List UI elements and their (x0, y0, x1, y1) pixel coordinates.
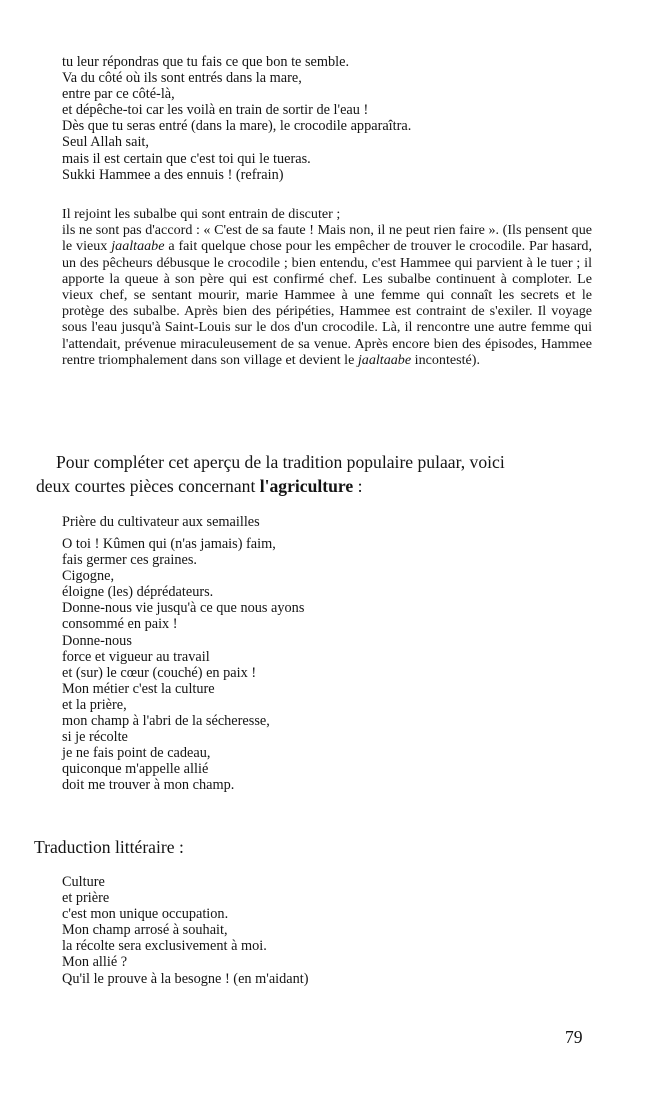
verse-line: mon champ à l'abri de la sécheresse, (62, 713, 270, 730)
verse-line: si je récolte (62, 729, 128, 746)
summary-first-line: Il rejoint les subalbe qui sont entrain de discuter ; (62, 206, 341, 222)
intro-line (36, 474, 592, 498)
verse-line: tu leur répondras que tu fais ce que bon te semble. (62, 54, 350, 70)
bold-term: l'agriculture (259, 476, 354, 496)
page-number: 79 (565, 1027, 583, 1047)
verse-line: Culture (62, 874, 105, 890)
poem-title: Prière du cultivateur aux semailles (62, 514, 260, 530)
verse-line: Mon métier c'est la culture (62, 680, 215, 697)
verse-line: c'est mon unique occupation. (62, 906, 229, 923)
verse-line: Qu'il le prouve à la besogne ! (en m'aidant) (62, 970, 309, 987)
verse-line: Cigogne, (62, 568, 115, 585)
prayer-verse (62, 536, 304, 794)
verse-line: je ne fais point de cadeau, (62, 745, 211, 762)
translation-verse (62, 874, 309, 987)
intro-paragraph (36, 450, 592, 498)
summary-paragraph (62, 222, 592, 368)
verse-line: et dépêche-toi car les voilà en train de sortir de l'eau ! (62, 102, 369, 119)
italic-term: jaaltaabe (357, 351, 412, 368)
verse-line: Mon champ arrosé à souhait, (62, 922, 228, 939)
story-summary (62, 206, 592, 368)
verse-line: Seul Allah sait, (62, 134, 149, 151)
verse-line: doit me trouver à mon champ. (62, 777, 235, 794)
verse-line: Mon allié ? (62, 954, 128, 971)
verse-line: Donne-nous (62, 632, 132, 649)
summary-text: a fait quelque chose pour les empêcher de trouver le crocodile. Par hasard, un des pêcheurs débusque le crocodile ; bien entendu, c'est Hammee qui parvient à le tuer ; il apporte la queue à son père qui est confirmé chef. Les subalbe continuent à comploter. Le vieux chef, se sentant mourir, marie Hammee à une femme qui connaît les secrets et le protège des subalbe. Après bien des péripéties, Hammee est contraint de s'exiler. Il voyage sous l'eau jusqu'à Saint-Louis sur le dos d'un crocodile. Là, il rencontre une autre femme qui l'attendait, prévenue miraculeusement de sa venue. Après encore bien des épisodes, Hammee rentre triomphalement dans son village et devient le (62, 238, 593, 368)
summary-text: ils ne sont pas d'accord : « C'est de sa faute ! Mais non, il ne peut rien faire ». (Ils pensent que le vieux (62, 222, 592, 255)
verse-line: et prière (62, 890, 110, 907)
verse-line: mais il est certain que c'est toi qui le tueras. (62, 150, 311, 167)
intro-text: deux courtes pièces concernant (36, 476, 260, 496)
verse-line: fais germer ces graines. (62, 552, 197, 569)
verse-line: quiconque m'appelle allié (62, 761, 209, 778)
verse-line: la récolte sera exclusivement à moi. (62, 938, 267, 955)
verse-line: O toi ! Kûmen qui (n'as jamais) faim, (62, 536, 276, 552)
verse-line: Dès que tu seras entré (dans la mare), le crocodile apparaîtra. (62, 118, 412, 135)
translation-heading: Traduction littéraire : (34, 837, 184, 857)
italic-term: jaaltaabe (111, 238, 165, 255)
song-verse (62, 54, 411, 183)
summary-text: incontesté). (411, 351, 481, 368)
verse-line: consommé en paix ! (62, 616, 178, 633)
verse-line: éloigne (les) déprédateurs. (62, 584, 214, 601)
intro-text: : (353, 476, 363, 496)
verse-line: Donne-nous vie jusqu'à ce que nous ayons (62, 600, 305, 617)
intro-line: Pour compléter cet aperçu de la tradition populaire pulaar, voici (56, 452, 505, 472)
verse-line: et la prière, (62, 696, 127, 713)
verse-line: Va du côté où ils sont entrés dans la mare, (62, 70, 302, 87)
verse-line: et (sur) le cœur (couché) en paix ! (62, 664, 257, 681)
verse-line: entre par ce côté-là, (62, 86, 175, 103)
verse-line: Sukki Hammee a des ennuis ! (refrain) (62, 166, 284, 183)
verse-line: force et vigueur au travail (62, 648, 210, 665)
